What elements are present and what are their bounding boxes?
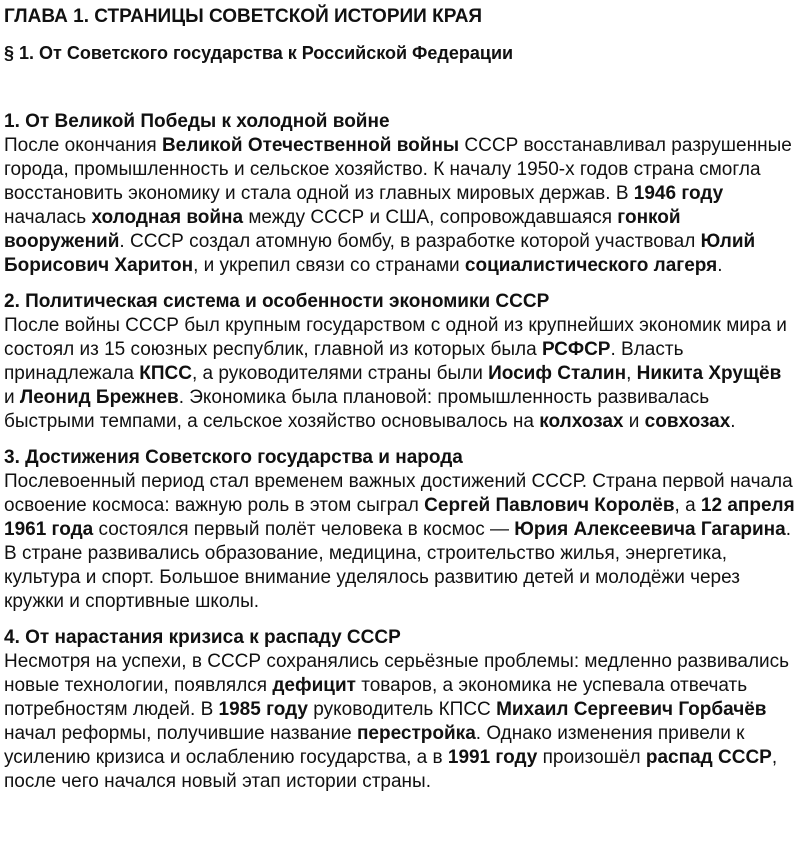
bold-term: Михаил Сергеевич Горбачёв: [496, 699, 767, 720]
bold-term: перестройка: [356, 723, 476, 744]
text-run: руководитель КПСС: [307, 699, 497, 720]
section-heading: 4. От нарастания кризиса к распаду СССР: [4, 627, 401, 648]
text-run: начал реформы, получившие название: [4, 723, 357, 744]
bold-term: социалистического лагеря: [464, 255, 718, 276]
text-run: Послевоенный период стал временем важных достижений СССР. Страна первой начала освоение космоса: важную роль в этом сыграл: [4, 471, 793, 516]
bold-term: распад СССР: [645, 747, 772, 768]
text-run: СССР восстанавливал разрушенные города, промышленность и сельское хозяйство. К началу 1950-х годов страна смогла восстановить экономику и стала одной из главных мировых держав. В: [4, 135, 792, 204]
text-run: ,: [626, 363, 637, 384]
text-run: между СССР и США, сопровождавшаяся: [243, 207, 618, 228]
text-run: и: [4, 387, 20, 408]
text-run: . Власть принадлежала: [4, 339, 684, 384]
text-run: . Экономика была плановой: промышленность развивалась быстрыми темпами, а сельское хозяйство основывалось на: [4, 387, 710, 432]
bold-term: гонкой вооружений: [4, 207, 681, 252]
text-run: После войны СССР был крупным государством с одной из крупнейших экономик мира и состоял из 15 союзных республик, главной из которых была: [4, 315, 787, 360]
section-2: [4, 290, 796, 434]
text-run: После окончания: [4, 135, 162, 156]
bold-term: Иосиф Сталин: [488, 363, 627, 384]
text-run: .: [730, 411, 736, 432]
bold-term: совхозах: [644, 411, 731, 432]
section-body: [4, 650, 796, 794]
section-body: [4, 134, 796, 278]
bold-term: Юлий Борисович Харитон: [4, 231, 756, 276]
section-heading: 3. Достижения Советского государства и народа: [4, 447, 463, 468]
text-run: произошёл: [537, 747, 646, 768]
bold-term: Леонид Брежнев: [19, 387, 179, 408]
bold-term: дефицит: [272, 675, 356, 696]
section-body: [4, 314, 796, 434]
section-4: [4, 626, 796, 794]
text-run: и: [623, 411, 645, 432]
section-heading: 1. От Великой Победы к холодной войне: [4, 111, 390, 132]
bold-term: 1985 году: [218, 699, 308, 720]
text-run: , и укрепил связи со странами: [193, 255, 465, 276]
text-run: , а руководителями страны были: [191, 363, 489, 384]
bold-term: Никита Хрущёв: [636, 363, 782, 384]
bold-term: Юрия Алексеевича Гагарина: [514, 519, 786, 540]
text-run: . СССР создал атомную бомбу, в разработке которой участвовал: [119, 231, 701, 252]
bold-term: РСФСР: [541, 339, 611, 360]
section-3: [4, 446, 796, 614]
document-page: [0, 6, 800, 794]
text-run: , после чего начался новый этап истории страны.: [4, 747, 778, 792]
text-run: . Однако изменения привели к усилению кризиса и ослаблению государства, а в: [4, 723, 745, 768]
text-run: , а: [674, 495, 701, 516]
section-body: [4, 470, 796, 614]
chapter-title: ГЛАВА 1. СТРАНИЦЫ СОВЕТСКОЙ ИСТОРИИ КРАЯ: [4, 6, 483, 27]
text-run: началась: [4, 207, 92, 228]
bold-term: 1946 году: [633, 183, 724, 204]
bold-term: колхозах: [539, 411, 624, 432]
text-run: .: [717, 255, 723, 276]
bold-term: 1991 году: [447, 747, 538, 768]
bold-term: Сергей Павлович Королёв: [424, 495, 675, 516]
text-run: Несмотря на успехи, в СССР сохранялись серьёзные проблемы: медленно развивались новые технологии, появлялся: [4, 651, 790, 696]
bold-term: холодная война: [91, 207, 244, 228]
bold-term: Великой Отечественной войны: [161, 135, 460, 156]
section-heading: 2. Политическая система и особенности экономики СССР: [4, 291, 550, 312]
paragraph-title: § 1. От Советского государства к Российской Федерации: [4, 43, 514, 63]
bold-term: КПСС: [139, 363, 192, 384]
section-1: [4, 110, 796, 278]
text-run: . В стране развивались образование, медицина, строительство жилья, энергетика, культура и спорт. Большое внимание уделялось развитию детей и молодёжи через кружки и спортивные школы.: [4, 519, 792, 612]
bold-term: 12 апреля 1961 года: [4, 495, 795, 540]
text-run: состоялся первый полёт человека в космос —: [93, 519, 515, 540]
text-run: товаров, а экономика не успевала отвечать потребностям людей. В: [4, 675, 748, 720]
